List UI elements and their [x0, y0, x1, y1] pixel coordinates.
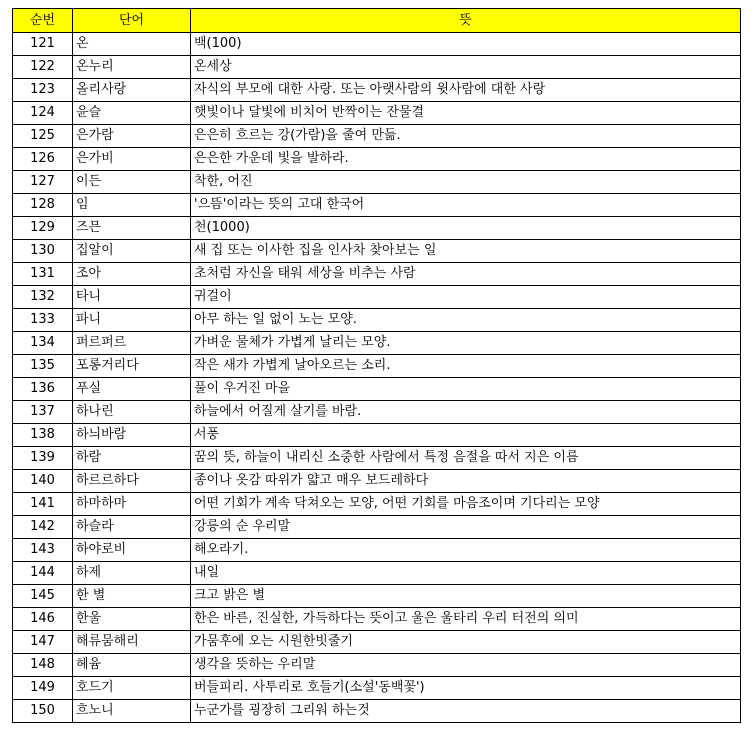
- cell-word: 호드기: [73, 677, 191, 700]
- table-row: [13, 286, 741, 309]
- cell-num: 141: [13, 493, 73, 516]
- cell-meaning: 누군가를 굉장히 그리워 하는것: [191, 700, 741, 723]
- table-row: [13, 447, 741, 470]
- table-row: [13, 585, 741, 608]
- table-row: [13, 378, 741, 401]
- cell-word: 은가람: [73, 125, 191, 148]
- cell-word: 은가비: [73, 148, 191, 171]
- table-row: [13, 700, 741, 723]
- table-row: [13, 401, 741, 424]
- cell-num: 142: [13, 516, 73, 539]
- table-body: [13, 33, 741, 723]
- cell-word: 하마하마: [73, 493, 191, 516]
- cell-word: 하야로비: [73, 539, 191, 562]
- cell-meaning: 자식의 부모에 대한 사랑. 또는 아랫사람의 윗사람에 대한 사랑: [191, 79, 741, 102]
- cell-num: 121: [13, 33, 73, 56]
- cell-num: 149: [13, 677, 73, 700]
- cell-meaning: 꿈의 뜻, 하늘이 내리신 소중한 사람에서 특정 음절을 따서 지은 이름: [191, 447, 741, 470]
- table-row: [13, 355, 741, 378]
- cell-num: 130: [13, 240, 73, 263]
- cell-num: 128: [13, 194, 73, 217]
- cell-word: 즈믄: [73, 217, 191, 240]
- cell-meaning: '으뜸'이라는 뜻의 고대 한국어: [191, 194, 741, 217]
- cell-meaning: 내일: [191, 562, 741, 585]
- table-row: [13, 79, 741, 102]
- header-meaning: 뜻: [191, 9, 741, 33]
- cell-meaning: 초처럼 자신을 태워 세상을 비추는 사람: [191, 263, 741, 286]
- cell-num: 135: [13, 355, 73, 378]
- cell-meaning: 가벼운 물체가 가볍게 날리는 모양.: [191, 332, 741, 355]
- cell-meaning: 종이나 옷감 따위가 얇고 매우 보드레하다: [191, 470, 741, 493]
- cell-num: 146: [13, 608, 73, 631]
- table-row: [13, 562, 741, 585]
- table-row: [13, 56, 741, 79]
- table-row: [13, 240, 741, 263]
- cell-num: 140: [13, 470, 73, 493]
- cell-num: 136: [13, 378, 73, 401]
- cell-word: 조아: [73, 263, 191, 286]
- table-row: [13, 194, 741, 217]
- cell-num: 126: [13, 148, 73, 171]
- cell-word: 하르르하다: [73, 470, 191, 493]
- table-row: [13, 309, 741, 332]
- cell-meaning: 작은 새가 가볍게 날아오르는 소리.: [191, 355, 741, 378]
- cell-meaning: 강릉의 순 우리말: [191, 516, 741, 539]
- cell-word: 파니: [73, 309, 191, 332]
- cell-num: 145: [13, 585, 73, 608]
- cell-meaning: 햇빛이나 달빛에 비치어 반짝이는 잔물결: [191, 102, 741, 125]
- table-row: [13, 516, 741, 539]
- cell-word: 하늬바람: [73, 424, 191, 447]
- cell-meaning: 온세상: [191, 56, 741, 79]
- cell-word: 윤슬: [73, 102, 191, 125]
- cell-meaning: 해오라기.: [191, 539, 741, 562]
- cell-meaning: 은은한 가운데 빛을 발하라.: [191, 148, 741, 171]
- table-row: [13, 677, 741, 700]
- cell-num: 124: [13, 102, 73, 125]
- vocabulary-table: [12, 8, 741, 723]
- cell-word: 하슬라: [73, 516, 191, 539]
- cell-meaning: 생각을 뜻하는 우리말: [191, 654, 741, 677]
- header-row: [13, 9, 741, 33]
- cell-num: 134: [13, 332, 73, 355]
- cell-word: 올리사랑: [73, 79, 191, 102]
- cell-num: 148: [13, 654, 73, 677]
- cell-word: 하나린: [73, 401, 191, 424]
- cell-meaning: 아무 하는 일 없이 노는 모양.: [191, 309, 741, 332]
- cell-word: 온: [73, 33, 191, 56]
- cell-meaning: 어떤 기회가 계속 닥쳐오는 모양, 어떤 기회를 마음조이며 기다리는 모양: [191, 493, 741, 516]
- cell-num: 143: [13, 539, 73, 562]
- table-row: [13, 263, 741, 286]
- cell-meaning: 서풍: [191, 424, 741, 447]
- cell-meaning: 버들피리. 사투리로 호들기(소설'동백꽃'): [191, 677, 741, 700]
- cell-word: 타니: [73, 286, 191, 309]
- cell-word: 임: [73, 194, 191, 217]
- table-row: [13, 493, 741, 516]
- cell-word: 해류뭄해리: [73, 631, 191, 654]
- cell-meaning: 백(100): [191, 33, 741, 56]
- table-row: [13, 424, 741, 447]
- cell-num: 131: [13, 263, 73, 286]
- cell-num: 137: [13, 401, 73, 424]
- cell-meaning: 귀걸이: [191, 286, 741, 309]
- table-row: [13, 217, 741, 240]
- table-row: [13, 33, 741, 56]
- table-row: [13, 148, 741, 171]
- cell-word: 하제: [73, 562, 191, 585]
- cell-meaning: 풀이 우거진 마을: [191, 378, 741, 401]
- cell-num: 147: [13, 631, 73, 654]
- cell-word: 흐노니: [73, 700, 191, 723]
- cell-word: 온누리: [73, 56, 191, 79]
- cell-word: 하람: [73, 447, 191, 470]
- cell-num: 132: [13, 286, 73, 309]
- cell-num: 123: [13, 79, 73, 102]
- cell-meaning: 크고 밝은 별: [191, 585, 741, 608]
- cell-num: 122: [13, 56, 73, 79]
- cell-word: 퍼르퍼르: [73, 332, 191, 355]
- cell-num: 150: [13, 700, 73, 723]
- cell-meaning: 가뭄후에 오는 시원한빗줄기: [191, 631, 741, 654]
- cell-num: 139: [13, 447, 73, 470]
- table-row: [13, 539, 741, 562]
- cell-num: 144: [13, 562, 73, 585]
- cell-meaning: 착한, 어진: [191, 171, 741, 194]
- cell-word: 한 별: [73, 585, 191, 608]
- cell-meaning: 하늘에서 어질게 살기를 바람.: [191, 401, 741, 424]
- header-num: 순번: [13, 9, 73, 33]
- cell-meaning: 은은히 흐르는 강(가람)을 줄여 만듦.: [191, 125, 741, 148]
- table-row: [13, 125, 741, 148]
- cell-meaning: 천(1000): [191, 217, 741, 240]
- table-row: [13, 654, 741, 677]
- cell-meaning: 새 집 또는 이사한 집을 인사차 찾아보는 일: [191, 240, 741, 263]
- cell-word: 집알이: [73, 240, 191, 263]
- table-row: [13, 631, 741, 654]
- table-row: [13, 608, 741, 631]
- cell-num: 129: [13, 217, 73, 240]
- table-row: [13, 332, 741, 355]
- cell-num: 133: [13, 309, 73, 332]
- cell-num: 138: [13, 424, 73, 447]
- header-word: 단어: [73, 9, 191, 33]
- cell-word: 한울: [73, 608, 191, 631]
- table-row: [13, 171, 741, 194]
- cell-word: 푸실: [73, 378, 191, 401]
- cell-word: 포롱거리다: [73, 355, 191, 378]
- table-row: [13, 470, 741, 493]
- table-row: [13, 102, 741, 125]
- cell-num: 125: [13, 125, 73, 148]
- cell-word: 이든: [73, 171, 191, 194]
- cell-meaning: 한은 바른, 진실한, 가득하다는 뜻이고 울은 울타리 우리 터전의 의미: [191, 608, 741, 631]
- cell-word: 헤윰: [73, 654, 191, 677]
- cell-num: 127: [13, 171, 73, 194]
- vocabulary-sheet: [12, 8, 741, 723]
